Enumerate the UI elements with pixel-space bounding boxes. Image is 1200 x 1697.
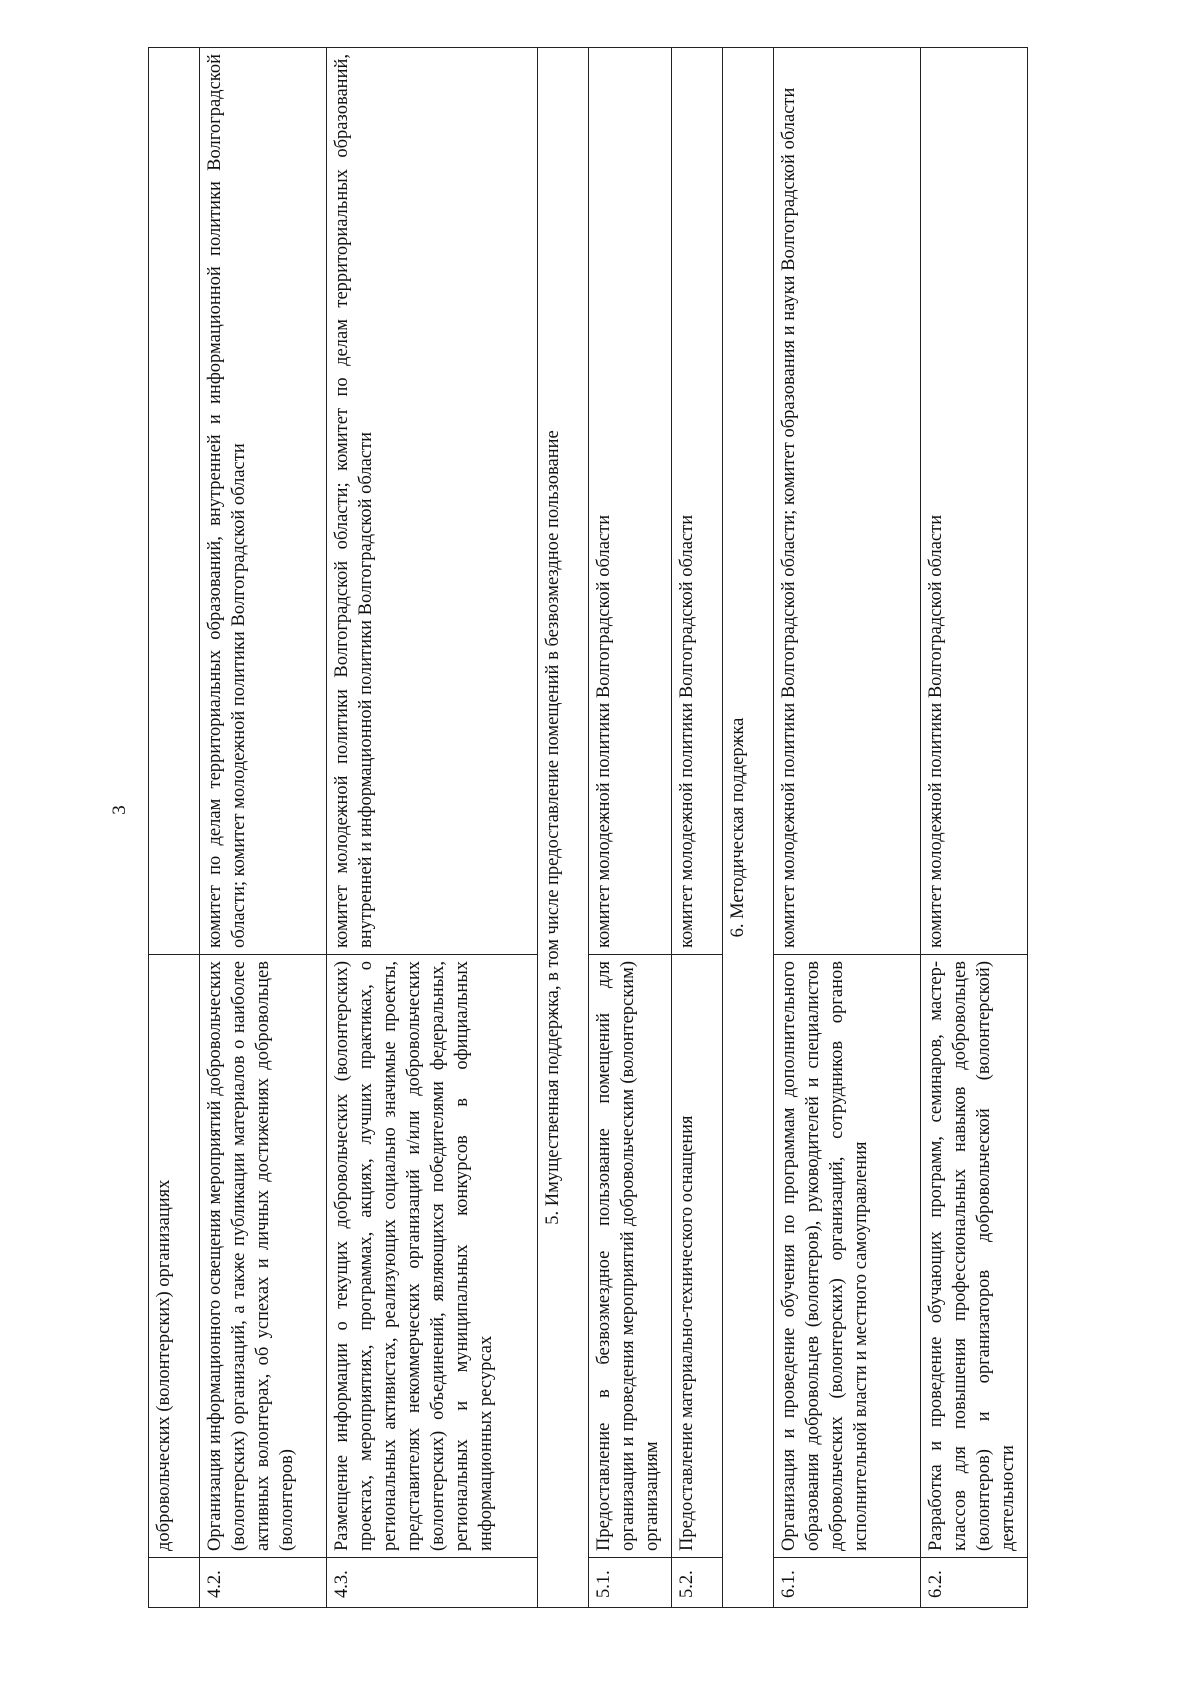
table-row — [589, 48, 672, 1608]
executors-cell: комитет молодежной политики Волгоградской области — [672, 48, 723, 955]
measure-cell: Предоставление материально-технического оснащения — [672, 955, 723, 1558]
section-6-title: 6. Методическая поддержка — [723, 48, 774, 1608]
row-number-cell: 6.2. — [921, 1558, 1028, 1608]
table-row — [200, 48, 327, 1608]
executors-cell: комитет молодежной политики Волгоградской области; комитет по делам территориальных образований, внутренней и информационной политики Волгоградской области — [327, 48, 538, 955]
executors-cell: комитет молодежной политики Волгоградской области; комитет образования и науки Волгоградской области — [774, 48, 921, 955]
row-number-cell: 5.2. — [672, 1558, 723, 1608]
table-row — [921, 48, 1028, 1608]
measures-table — [148, 47, 1028, 1608]
measure-cell: Организация информационного освещения мероприятий добровольческих (волонтерских) организаций, а также публикации материалов о наиболее активных волонтерах, об успехах и личных достижениях добровольцев (волонтеров) — [200, 955, 327, 1558]
row-number-cell: 5.1. — [589, 1558, 672, 1608]
section-header-row — [538, 48, 589, 1608]
table-row — [327, 48, 538, 1608]
table-row — [149, 48, 200, 1608]
table-row — [774, 48, 921, 1608]
section-5-title: 5. Имущественная поддержка, в том числе предоставление помещений в безвозмездное пользование — [538, 48, 589, 1608]
table-row — [672, 48, 723, 1608]
executors-cell: комитет молодежной политики Волгоградской области — [921, 48, 1028, 955]
rotated-table-container — [148, 48, 1028, 1608]
continued-text-cell: добровольческих (волонтерских) организациях — [149, 955, 200, 1558]
row-number-cell: 4.3. — [327, 1558, 538, 1608]
measure-cell: Предоставление в безвозмездное пользование помещений для организации и проведения мероприятий добровольческим (волонтерским) организациям — [589, 955, 672, 1558]
measure-cell: Организация и проведение обучения по программам дополнительного образования добровольцев (волонтеров), руководителей и специалистов добровольческих (волонтерских) организаций, сотрудников органов исполнительной власти и местного самоуправления — [774, 955, 921, 1558]
row-number-cell — [149, 1558, 200, 1608]
row-number-cell: 4.2. — [200, 1558, 327, 1608]
executors-cell — [149, 48, 200, 955]
measure-cell: Разработка и проведение обучающих программ, семинаров, мастер-классов для повышения профессиональных навыков добровольцев (волонтеров) и организаторов добровольческой (волонтерской) деятельности — [921, 955, 1028, 1558]
measure-cell: Размещение информации о текущих добровольческих (волонтерских) проектах, мероприятиях, программах, акциях, лучших практиках, о региональных активистах, реализующих социально значимые проекты, представителях некоммерческих организаций и/или добровольческих (волонтерских) объединений, являющихся победителями федеральных, региональных и муниципальных конкурсов в официальных информационных ресурсах — [327, 955, 538, 1558]
page-number: 3 — [109, 805, 130, 815]
section-header-row — [723, 48, 774, 1608]
executors-cell: комитет молодежной политики Волгоградской области — [589, 48, 672, 955]
executors-cell: комитет по делам территориальных образований, внутренней и информационной политики Волгоградской области; комитет молодежной политики Волгоградской области — [200, 48, 327, 955]
row-number-cell: 6.1. — [774, 1558, 921, 1608]
